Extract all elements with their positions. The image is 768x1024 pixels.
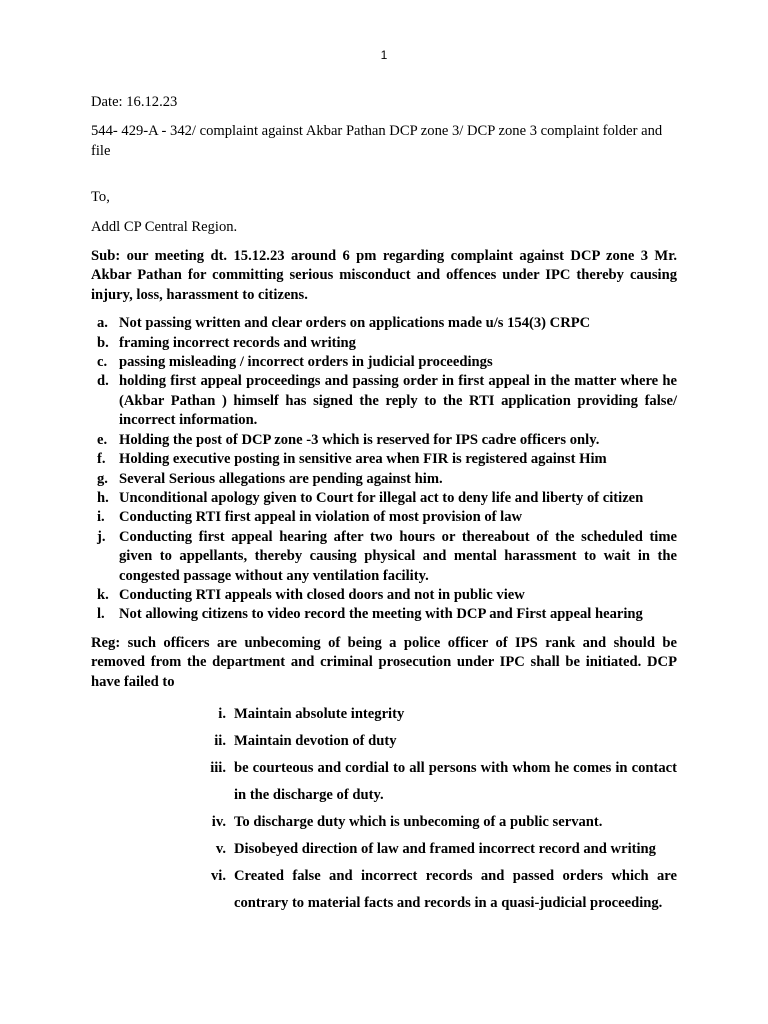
list-item: iv. To discharge duty which is unbecoming of a public servant.	[211, 813, 603, 830]
page-number: 1	[380, 48, 388, 62]
list-item: vi. Created false and incorrect records and passed orders which are contrary to material facts and records in a quasi-judicial proceeding.	[211, 867, 677, 911]
allegations-list	[91, 314, 677, 625]
list-item: a. Not passing written and clear orders on applications made u/s 154(3) CRPC	[97, 315, 591, 332]
letter-date: Date: 16.12.23	[91, 94, 178, 110]
reference-line: 544- 429-A - 342/ complaint against Akbar Pathan DCP zone 3/ DCP zone 3 complaint folder and file	[91, 123, 663, 159]
list-item: ii. Maintain devotion of duty	[214, 732, 397, 749]
addressee: Addl CP Central Region.	[91, 218, 238, 235]
list-item: d. holding first appeal proceedings and passing order in first appeal in the matter where he (Akbar Pathan ) himself has signed the reply to the RTI application providing false/ incorrect information.	[97, 373, 677, 429]
list-item: k. Conducting RTI appeals with closed doors and not in public view	[97, 586, 525, 603]
letter-body	[91, 93, 677, 917]
regarding-paragraph: Reg: such officers are unbecoming of being a police officer of IPS rank and should be removed from the department and criminal prosecution under IPC shall be initiated. DCP have failed to	[91, 634, 677, 690]
list-item: l. Not allowing citizens to video record the meeting with DCP and First appeal hearing	[97, 606, 643, 623]
subject-line: Sub: our meeting dt. 15.12.23 around 6 pm regarding complaint against DCP zone 3 Mr. Akbar Pathan for committing serious misconduct and offences under IPC thereby causing injury, loss, harassment to citizens.	[91, 248, 677, 303]
list-item: h. Unconditional apology given to Court for illegal act to deny life and liberty of citizen	[97, 489, 644, 506]
salutation: To,	[91, 189, 110, 206]
failures-list	[191, 701, 677, 917]
list-item: j. Conducting first appeal hearing after two hours or thereabout of the scheduled time given to appellants, thereby causing physical and mental harassment to wait in the congested passage without any ventilation facility.	[97, 528, 677, 584]
list-item: i. Maintain absolute integrity	[218, 705, 405, 722]
list-item: iii. be courteous and cordial to all persons with whom he comes in contact in the discharge of duty.	[210, 759, 677, 803]
list-item: v. Disobeyed direction of law and framed incorrect record and writing	[215, 840, 656, 857]
list-item: e. Holding the post of DCP zone -3 which is reserved for IPS cadre officers only.	[97, 431, 600, 448]
list-item: b. framing incorrect records and writing	[97, 334, 356, 351]
list-item: i. Conducting RTI first appeal in violation of most provision of law	[97, 509, 523, 526]
list-item: c. passing misleading / incorrect orders in judicial proceedings	[97, 354, 493, 371]
list-item: f. Holding executive posting in sensitive area when FIR is registered against Him	[97, 451, 607, 468]
list-item: g. Several Serious allegations are pending against him.	[97, 470, 443, 487]
